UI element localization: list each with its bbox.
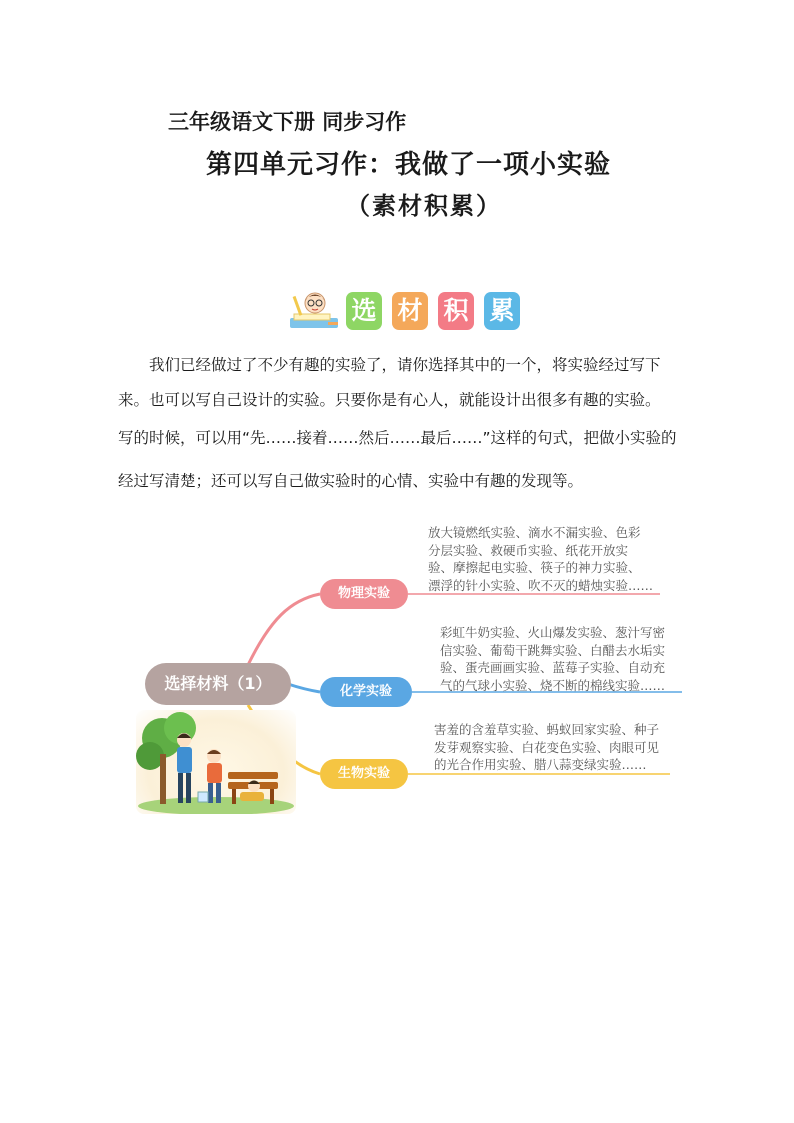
branch-biology-label: 生物实验 [337,766,390,781]
children-experiment-icon [136,710,296,814]
branch-chemistry [320,677,412,707]
banner-tile-2-char: 材 [397,296,423,325]
branch-physics-label: 物理实验 [337,586,390,601]
physics-item-line-1: 放大镜燃纸实验、滴水不漏实验、色彩 [428,525,641,540]
branch-physics [320,579,408,609]
mind-map-root [145,663,291,705]
branch-biology [320,759,408,789]
banner-tile-1 [346,292,382,330]
biology-item-line-2: 发芽观察实验、白花变色实验、肉眼可见 [434,739,660,755]
biology-item-line-3: 的光合作用实验、腊八蒜变绿实验…… [434,757,647,772]
intro-line-3: 写的时候，可以用“先……接着……然后……最后……”这样的句式，把做小实验的 [118,429,677,447]
physics-item-line-4: 漂浮的针小实验、吹不灭的蜡烛实验…… [428,577,654,593]
branch-physics-items [428,524,653,594]
intro-line-1: 我们已经做过了不少有趣的实验了，请你选择其中的一个，将实验经过写下 [149,356,661,374]
doc-title-grade: 三年级语文下册 同步习作 [168,110,407,134]
banner-tile-3-char: 积 [443,296,469,325]
chemistry-item-line-4: 气的气球小实验、烧不断的棉线实验…… [440,677,666,693]
biology-item-line-1: 害羞的含羞草实验、蚂蚁回家实验、种子 [434,722,660,737]
experiment-illustration [136,710,296,814]
mind-map [130,510,690,822]
section-banner [288,288,528,334]
physics-item-line-2: 分层实验、救硬币实验、纸花开放实 [428,542,629,558]
chemistry-item-line-1: 彩虹牛奶实验、火山爆发实验、葱汁写密 [440,625,666,640]
banner-tile-3 [438,292,474,330]
banner-tile-4 [484,292,520,330]
chemistry-item-line-3: 验、蛋壳画画实验、蓝莓子实验、自动充 [440,660,666,675]
intro-line-2: 来。也可以写自己设计的实验。只要你是有心人，就能设计出很多有趣的实验。 [118,391,661,409]
banner-tile-4-char: 累 [489,296,515,325]
chemistry-item-line-2: 信实验、葡萄干跳舞实验、白醋去水垢实 [440,642,666,658]
branch-biology-items [434,721,659,774]
branch-chemistry-items [440,624,665,694]
mind-map-root-label: 选择材料（1） [164,674,272,693]
banner-tile-2 [392,292,428,330]
physics-item-line-3: 验、摩擦起电实验、筷子的神力实验、 [428,560,641,575]
banner-tile-1-char: 选 [351,296,377,325]
doc-title-unit: 第四单元习作：我做了一项小实验 [206,150,612,180]
doc-title-sub: （素材积累） [346,192,502,220]
branch-chemistry-label: 化学实验 [339,684,392,699]
intro-line-4: 经过写清楚；还可以写自己做实验时的心情、实验中有趣的发现等。 [118,472,584,490]
student-writing-icon [288,288,342,334]
